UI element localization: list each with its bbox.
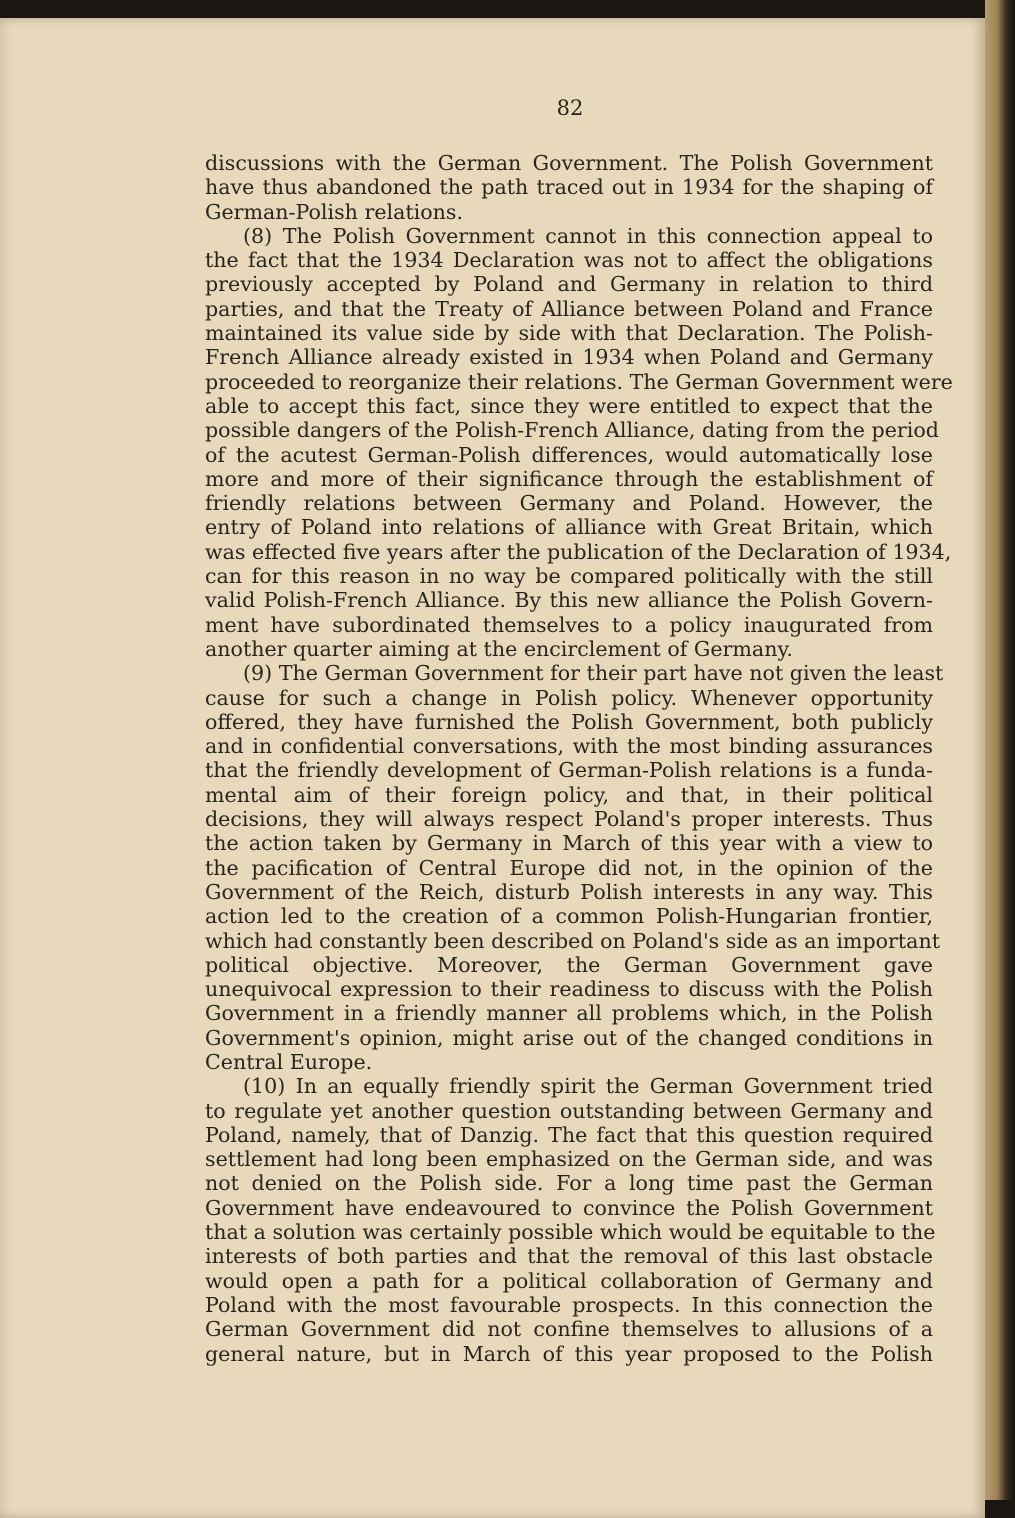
- text-line: another quarter aiming at the encirclement of Germany.: [205, 636, 793, 661]
- text-line: ment have subordinated themselves to a policy inaugurated from: [205, 612, 933, 637]
- text-line: Government in a friendly manner all problems which, in the Polish: [205, 1001, 933, 1026]
- text-line: Central Europe.: [205, 1049, 373, 1074]
- text-line: mental aim of their foreign policy, and that, in their political: [205, 782, 933, 807]
- text-line: have thus abandoned the path traced out in 1934 for the shaping of: [205, 175, 933, 200]
- text-line: general nature, but in March of this year proposed to the Polish: [205, 1341, 933, 1366]
- body-text: [205, 151, 953, 1366]
- text-line: valid Polish-French Alliance. By this new alliance the Polish Govern-: [205, 588, 933, 613]
- text-line: discussions with the German Government. The Polish Government: [205, 151, 933, 175]
- text-line: parties, and that the Treaty of Alliance between Poland and France: [205, 296, 933, 321]
- text-line: not denied on the Polish side. For a long time past the German: [205, 1171, 933, 1196]
- text-line: friendly relations between Germany and Poland. However, the: [205, 491, 933, 516]
- book-spine-edge: [985, 0, 1015, 1500]
- text-line: and in confidential conversations, with the most binding assurances: [205, 734, 933, 759]
- text-line: Government's opinion, might arise out of the changed conditions in: [205, 1025, 933, 1050]
- text-line: of the acutest German-Polish differences, would automatically lose: [205, 442, 933, 467]
- text-line: that the friendly development of German-Polish relations is a funda-: [205, 758, 933, 783]
- text-line: (9) The German Government for their part have not given the least: [243, 661, 944, 686]
- text-line: French Alliance already existed in 1934 when Poland and Germany: [205, 345, 933, 370]
- text-line: German-Polish relations.: [205, 199, 464, 224]
- text-line: maintained its value side by side with that Declaration. The Polish-: [205, 321, 933, 346]
- text-line: to regulate yet another question outstanding between Germany and: [205, 1098, 933, 1123]
- text-line: German Government did not confine themselves to allusions of a: [205, 1317, 933, 1342]
- text-line: Poland, namely, that of Danzig. The fact that this question required: [205, 1122, 933, 1147]
- text-line: settlement had long been emphasized on the German side, and was: [205, 1147, 933, 1172]
- text-line: political objective. Moreover, the German Government gave: [205, 952, 933, 977]
- text-line: which had constantly been described on Poland's side as an important: [205, 928, 940, 953]
- text-line: action led to the creation of a common Polish-Hungarian frontier,: [205, 904, 933, 929]
- text-line: would open a path for a political collaboration of Germany and: [205, 1268, 933, 1293]
- text-line: the fact that the 1934 Declaration was not to affect the obligations: [205, 248, 933, 273]
- text-line: Government have endeavoured to convince the Polish Government: [205, 1195, 933, 1220]
- text-line: decisions, they will always respect Poland's proper interests. Thus: [205, 807, 933, 832]
- text-line: possible dangers of the Polish-French Alliance, dating from the period: [205, 418, 939, 443]
- text-line: previously accepted by Poland and Germany in relation to third: [205, 272, 933, 297]
- text-line: (8) The Polish Government cannot in this connection appeal to: [243, 223, 933, 248]
- text-line: that a solution was certainly possible which would be equitable to the: [205, 1220, 936, 1245]
- text-line: entry of Poland into relations of alliance with Great Britain, which: [205, 515, 933, 540]
- text-line: interests of both parties and that the removal of this last obstacle: [205, 1244, 933, 1269]
- text-line: unequivocal expression to their readiness to discuss with the Polish: [205, 977, 933, 1002]
- text-line: proceeded to reorganize their relations. The German Government were: [205, 369, 953, 394]
- text-line: the pacification of Central Europe did not, in the opinion of the: [205, 855, 933, 880]
- text-line: can for this reason in no way be compared politically with the still: [205, 564, 933, 589]
- text-line: the action taken by Germany in March of this year with a view to: [205, 831, 933, 856]
- text-line: able to accept this fact, since they were entitled to expect that the: [205, 393, 933, 418]
- text-line: more and more of their significance through the establishment of: [205, 466, 933, 491]
- page-number: 82: [556, 96, 584, 120]
- text-line: Government of the Reich, disturb Polish interests in any way. This: [205, 879, 933, 904]
- text-line: cause for such a change in Polish policy. Whenever opportunity: [205, 685, 933, 710]
- text-line: Poland with the most favourable prospects. In this connection the: [205, 1292, 933, 1317]
- text-line: (10) In an equally friendly spirit the German Government tried: [243, 1074, 933, 1099]
- text-line: was effected five years after the publication of the Declaration of 1934,: [205, 539, 952, 564]
- text-line: offered, they have furnished the Polish Government, both publicly: [205, 709, 933, 734]
